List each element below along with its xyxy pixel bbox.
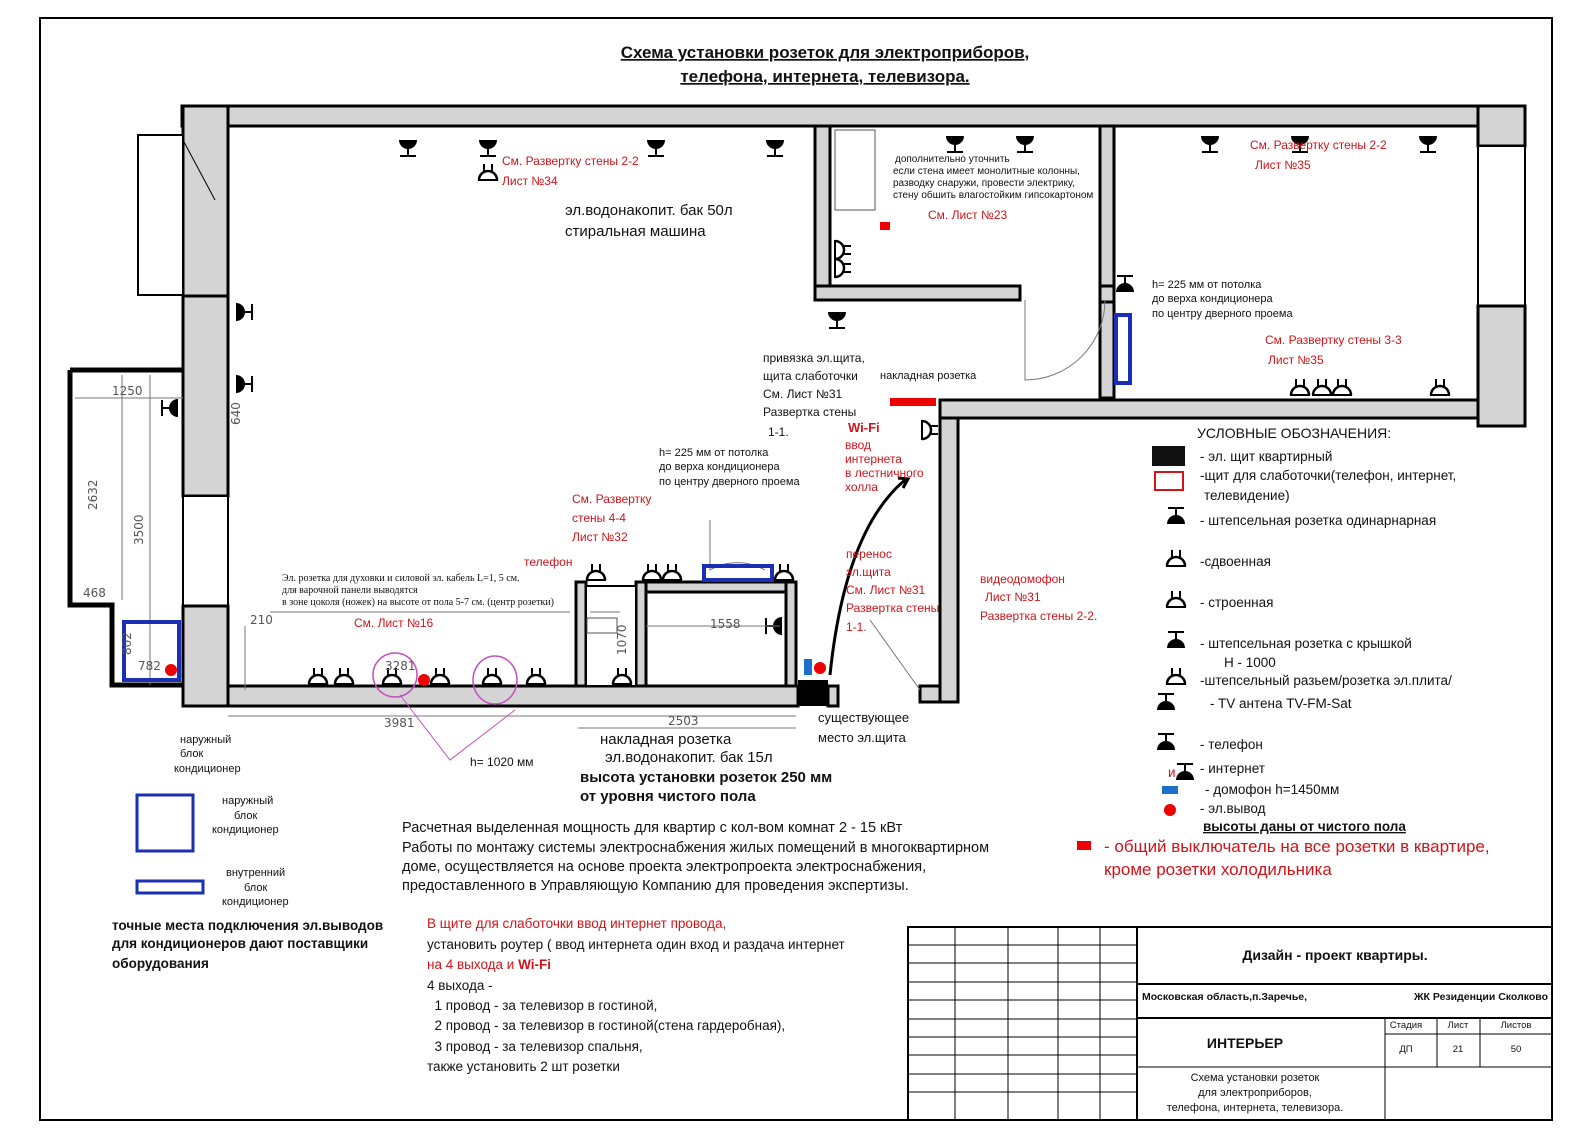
label-dimensions-10: 2503 bbox=[668, 714, 699, 728]
label-plan-labels-bath-note-0: дополнительно уточнить bbox=[895, 154, 1010, 165]
label-plan-labels-see-wall-4-4-sheet32-2: Лист №32 bbox=[572, 530, 628, 544]
label-title-block-headers-0: Стадия bbox=[1389, 1020, 1423, 1031]
label-title-block-sheet-title-1: для электроприборов, bbox=[1198, 1087, 1312, 1099]
label-notes-power-1: Работы по монтажу системы электроснабжения жилых помещений в многоквартирном bbox=[402, 840, 990, 856]
label-legend-items-12-label: - домофон h=1450мм bbox=[1205, 782, 1340, 797]
label-notes-router-lines-4: также установить 2 шт розетки bbox=[427, 1059, 620, 1074]
panel-lowcurrent-icon bbox=[1155, 472, 1183, 490]
label-title-block-headers-2: Листов bbox=[1500, 1020, 1532, 1031]
label-notes-power-0: Расчетная выделенная мощность для квартир с кол-вом комнат 2 - 15 кВт bbox=[402, 820, 903, 836]
label-dimensions-6: 782 bbox=[138, 659, 161, 673]
label-notes-router-line3-red: на 4 выхода и bbox=[427, 957, 519, 972]
legend bbox=[1077, 425, 1490, 879]
label-title-block-values-2: 50 bbox=[1510, 1044, 1522, 1055]
surface-socket-red bbox=[890, 398, 936, 406]
label-ac-legend-suppliers-note-0: точные места подключения эл.выводов bbox=[112, 918, 384, 933]
indoor-ac-legend-icon bbox=[137, 881, 203, 893]
label-ac-legend-indoor-2: кондиционер bbox=[222, 896, 289, 908]
label-legend-items-11-label: - интернет bbox=[1200, 761, 1265, 776]
label-plan-labels-ac-height-mid-2: по центру дверного проема bbox=[659, 476, 800, 488]
label-legend-internet-prefix: и bbox=[1168, 765, 1176, 780]
svg-text:на 4 выхода и Wi-Fi bbox=[427, 957, 551, 972]
outlet-dot-icon bbox=[165, 664, 177, 676]
label-title-block-section: ИНТЕРЬЕР bbox=[1206, 1035, 1284, 1051]
label-plan-labels-surface-socket-bottom-0: накладная розетка bbox=[600, 731, 732, 748]
label-plan-labels-panel-move-4: 1-1. bbox=[846, 620, 867, 634]
label-plan-labels-boiler-50-0: эл.водонакопит. бак 50л bbox=[565, 202, 733, 219]
label-plan-labels-see-wall-4-4-sheet32-1: стены 4-4 bbox=[572, 511, 626, 525]
internet-icon bbox=[1176, 764, 1194, 780]
label-plan-labels-see-sheet16: См. Лист №16 bbox=[354, 616, 434, 630]
label-plan-labels-existing-panel-1: место эл.щита bbox=[818, 730, 906, 745]
label-legend-items-1-label: -щит для слаботочки(телефон, интернет, bbox=[1200, 468, 1457, 483]
label-plan-labels-panel-move-2: См. Лист №31 bbox=[846, 583, 926, 597]
label-title-block-values-1: 21 bbox=[1452, 1044, 1464, 1055]
label-plan-labels-ac-height-mid-1: до верха кондиционера bbox=[659, 461, 780, 473]
label-ac-legend-outdoor-2: кондиционер bbox=[212, 824, 279, 836]
label-plan-labels-panel-binding-2: См. Лист №31 bbox=[763, 387, 843, 401]
label-legend-items-13-label: - эл.вывод bbox=[1200, 801, 1266, 816]
label-title-block-values-0: ДП bbox=[1399, 1044, 1413, 1055]
label-plan-labels-oven-note-0: Эл. розетка для духовки и силовой эл. кабель L=1, 5 см. bbox=[282, 573, 520, 584]
label-plan-labels-wifi: Wi-Fi bbox=[848, 420, 880, 435]
door-swing bbox=[1025, 300, 1105, 380]
label-dimensions-4: 468 bbox=[83, 586, 106, 600]
label-plan-labels-see-wall-3-3-sheet35-1: Лист №35 bbox=[1268, 353, 1324, 367]
intercom-icon bbox=[804, 659, 812, 675]
label-plan-labels-h-1020: h= 1020 мм bbox=[470, 755, 534, 769]
label-legend-items-4-label: -сдвоенная bbox=[1200, 554, 1271, 569]
label-plan-labels-internet-input-2: в лестничного bbox=[845, 466, 924, 480]
label-plan-labels-ac-height-right-0: h= 225 мм от потолка bbox=[1152, 279, 1262, 291]
label-notes-router-lines-3: 3 провод - за телевизор спальня, bbox=[427, 1039, 643, 1054]
stove-socket-icon bbox=[1166, 668, 1186, 684]
label-legend-items-0-label: - эл. щит квартирный bbox=[1200, 449, 1333, 464]
label-plan-labels-see-wall-2-2-sheet34-0: См. Развертку стены 2-2 bbox=[502, 154, 639, 168]
label-title-block-project: Дизайн - проект квартиры. bbox=[1242, 947, 1428, 963]
label-plan-labels-see-sheet23: См. Лист №23 bbox=[928, 208, 1008, 222]
label-legend-items-7-label: H - 1000 bbox=[1224, 655, 1276, 670]
label-ac-legend-indoor-1: блок bbox=[244, 882, 268, 894]
label-title-block-complex: ЖК Резиденции Сколково bbox=[1414, 991, 1548, 1003]
label-plan-labels-ac-height-right-1: до верха кондиционера bbox=[1152, 293, 1273, 305]
label-plan-labels-surface-socket-top: накладная розетка bbox=[880, 370, 977, 382]
label-plan-labels-bath-note-1: если стена имеет монолитные колонны, bbox=[893, 166, 1080, 177]
outlet-dot-icon bbox=[418, 674, 430, 686]
label-plan-labels-see-wall-2-2-sheet35-1: Лист №35 bbox=[1255, 158, 1311, 172]
label-title-block-sheet-title-0: Схема установки розеток bbox=[1190, 1072, 1320, 1084]
label-plan-labels-video-intercom-2: Развертка стены 2-2. bbox=[980, 609, 1098, 623]
label-legend-items-8-label: -штепсельный разьем/розетка эл.плита/ bbox=[1200, 673, 1452, 688]
label-plan-labels-see-wall-2-2-sheet35-0: См. Развертку стены 2-2 bbox=[1250, 138, 1387, 152]
label-notes-router-lines-2: 2 провод - за телевизор в гостиной(стена гардеробная), bbox=[427, 1018, 786, 1033]
label-plan-labels-see-wall-2-2-sheet34-1: Лист №34 bbox=[502, 174, 558, 188]
label-notes-router-line3-wifi: Wi-Fi bbox=[518, 957, 551, 972]
label-legend-title: УСЛОВНЫЕ ОБОЗНАЧЕНИЯ: bbox=[1197, 425, 1392, 441]
label-title-block-headers-1: Лист bbox=[1447, 1020, 1469, 1031]
label-legend-items-9-label: - TV антена TV-FM-Sat bbox=[1210, 696, 1352, 711]
label-plan-labels-see-wall-3-3-sheet35-0: См. Развертку стены 3-3 bbox=[1265, 333, 1402, 347]
tv-antenna-icon bbox=[1157, 694, 1175, 710]
label-plan-labels-internet-input-1: интернета bbox=[845, 452, 902, 466]
label-plan-labels-ac-height-mid-0: h= 225 мм от потолка bbox=[659, 447, 769, 459]
label-plan-labels-outdoor-ac-label-0: наружный bbox=[180, 734, 232, 746]
router-notes bbox=[427, 916, 845, 1074]
label-dimensions-2: 2632 bbox=[86, 479, 100, 510]
label-plan-labels-panel-binding-0: привязка эл.щита, bbox=[763, 351, 865, 365]
label-plan-labels-see-wall-4-4-sheet32-0: См. Развертку bbox=[572, 492, 652, 506]
label-plan-labels-outdoor-ac-label-2: кондиционер bbox=[174, 763, 241, 775]
label-legend-master-switch-0: - общий выключатель на все розетки в квартире, bbox=[1104, 837, 1490, 856]
label-notes-router-lines-0: 4 выхода - bbox=[427, 978, 493, 993]
label-title-block-sheet-title-2: телефона, интернета, телевизора. bbox=[1166, 1102, 1344, 1114]
label-plan-labels-ac-height-right-2: по центру дверного проема bbox=[1152, 308, 1293, 320]
label-plan-labels-bath-note-2: разводку снаружи, провести электрику, bbox=[893, 178, 1075, 189]
label-notes-router-lines-1: 1 провод - за телевизор в гостиной, bbox=[427, 998, 658, 1013]
label-legend-master-switch-1: кроме розетки холодильника bbox=[1104, 860, 1332, 879]
label-legend-heights-note: высоты даны от чистого пола bbox=[1203, 819, 1406, 834]
label-plan-labels-telephone: телефон bbox=[524, 555, 573, 569]
label-plan-labels-video-intercom-1: Лист №31 bbox=[985, 590, 1041, 604]
label-legend-items-3-label: - штепсельная розетка одинарнарная bbox=[1200, 513, 1437, 528]
label-legend-items-10-label: - телефон bbox=[1200, 737, 1263, 752]
label-plan-labels-existing-panel-0: существующее bbox=[818, 710, 910, 725]
label-plan-labels-internet-input-0: ввод bbox=[845, 438, 872, 452]
label-dimensions-3: 3500 bbox=[132, 514, 146, 545]
label-legend-items-2-label: телевидение) bbox=[1204, 488, 1290, 503]
master-switch-icon bbox=[1077, 841, 1091, 850]
telephone-icon bbox=[1157, 734, 1175, 750]
intercom-icon bbox=[1162, 786, 1178, 794]
label-plan-labels-socket-height-0: высота установки розеток 250 мм bbox=[580, 769, 833, 786]
label-ac-legend-outdoor-1: блок bbox=[234, 810, 258, 822]
title-line-1: Схема установки розеток для электроприборов, bbox=[620, 43, 1030, 62]
label-notes-router-line1-red: В щите для слаботочки ввод интернет провода, bbox=[427, 916, 727, 931]
label-plan-labels-bath-note-3: стену обшить влагостойким гипсокартоном bbox=[893, 190, 1094, 201]
label-plan-labels-outdoor-ac-label-1: блок bbox=[180, 748, 204, 760]
label-dimensions-12: 1558 bbox=[710, 617, 741, 631]
label-plan-labels-panel-binding-3: Развертка стены bbox=[763, 405, 857, 419]
label-plan-labels-panel-move-3: Развертка стены bbox=[846, 601, 940, 615]
label-title-block-address: Московская область,п.Заречье, bbox=[1142, 991, 1308, 1003]
label-ac-legend-suppliers-note-1: для кондиционеров дают поставщики bbox=[112, 936, 369, 951]
outlet-dot-icon bbox=[814, 662, 826, 674]
socket-single-icon bbox=[1167, 508, 1185, 524]
label-ac-legend-outdoor-0: наружный bbox=[222, 795, 274, 807]
label-dimensions-1: 640 bbox=[229, 402, 243, 425]
label-plan-labels-internet-input-3: холла bbox=[845, 480, 878, 494]
panel-black-icon bbox=[1152, 446, 1185, 466]
label-legend-items-6-label: - штепсельная розетка с крышкой bbox=[1200, 636, 1412, 651]
label-notes-power-3: предоставленного в Управляющую Компанию для проведения экспертизы. bbox=[402, 878, 909, 894]
indoor-ac-unit bbox=[1116, 315, 1130, 383]
label-plan-labels-panel-binding-1: щита слаботочки bbox=[763, 369, 858, 383]
outdoor-ac-legend-icon bbox=[137, 795, 193, 851]
label-plan-labels-panel-binding-4: 1-1. bbox=[768, 425, 789, 439]
label-plan-labels-socket-height-1: от уровня чистого пола bbox=[580, 788, 756, 805]
label-ac-legend-suppliers-note-2: оборудования bbox=[112, 956, 209, 971]
window-left bbox=[138, 135, 183, 295]
label-legend-items-5-label: - строенная bbox=[1200, 595, 1274, 610]
outlet-dot-icon bbox=[1164, 804, 1176, 816]
title-line-2: телефона, интернета, телевизора. bbox=[680, 67, 970, 86]
label-dimensions-11: 1070 bbox=[615, 624, 629, 655]
label-dimensions-9: 3981 bbox=[384, 716, 415, 730]
label-plan-labels-oven-note-1: для варочной панели выводятся bbox=[282, 585, 418, 596]
label-dimensions-5: 802 bbox=[120, 632, 134, 655]
label-ac-legend-indoor-0: внутренний bbox=[226, 867, 286, 879]
socket-triple-icon bbox=[1166, 591, 1186, 607]
power-notes bbox=[402, 820, 989, 894]
label-notes-router-line2: установить роутер ( ввод интернета один вход и раздача интернет bbox=[427, 937, 845, 952]
label-dimensions-0: 1250 bbox=[112, 384, 143, 398]
label-plan-labels-surface-socket-bottom-1: эл.водонакопит. бак 15л bbox=[605, 749, 773, 766]
label-plan-labels-video-intercom-0: видеодомофон bbox=[980, 572, 1065, 586]
label-plan-labels-panel-move-1: эл.щита bbox=[846, 565, 891, 579]
socket-lid-icon bbox=[1167, 632, 1185, 648]
label-dimensions-8: 3281 bbox=[385, 659, 416, 673]
label-plan-labels-boiler-50-1: стиральная машина bbox=[565, 223, 706, 240]
label-plan-labels-panel-move-0: перенос bbox=[846, 547, 892, 561]
label-notes-power-2: доме, осуществляется на основе проекта электропроекта электроснабжения, bbox=[402, 859, 927, 875]
label-dimensions-7: 210 bbox=[250, 613, 273, 627]
socket-double-icon bbox=[1166, 550, 1186, 566]
label-plan-labels-oven-note-2: в зоне цоколя (ножек) на высоте от пола 5-7 см. (центр розетки) bbox=[282, 597, 554, 608]
